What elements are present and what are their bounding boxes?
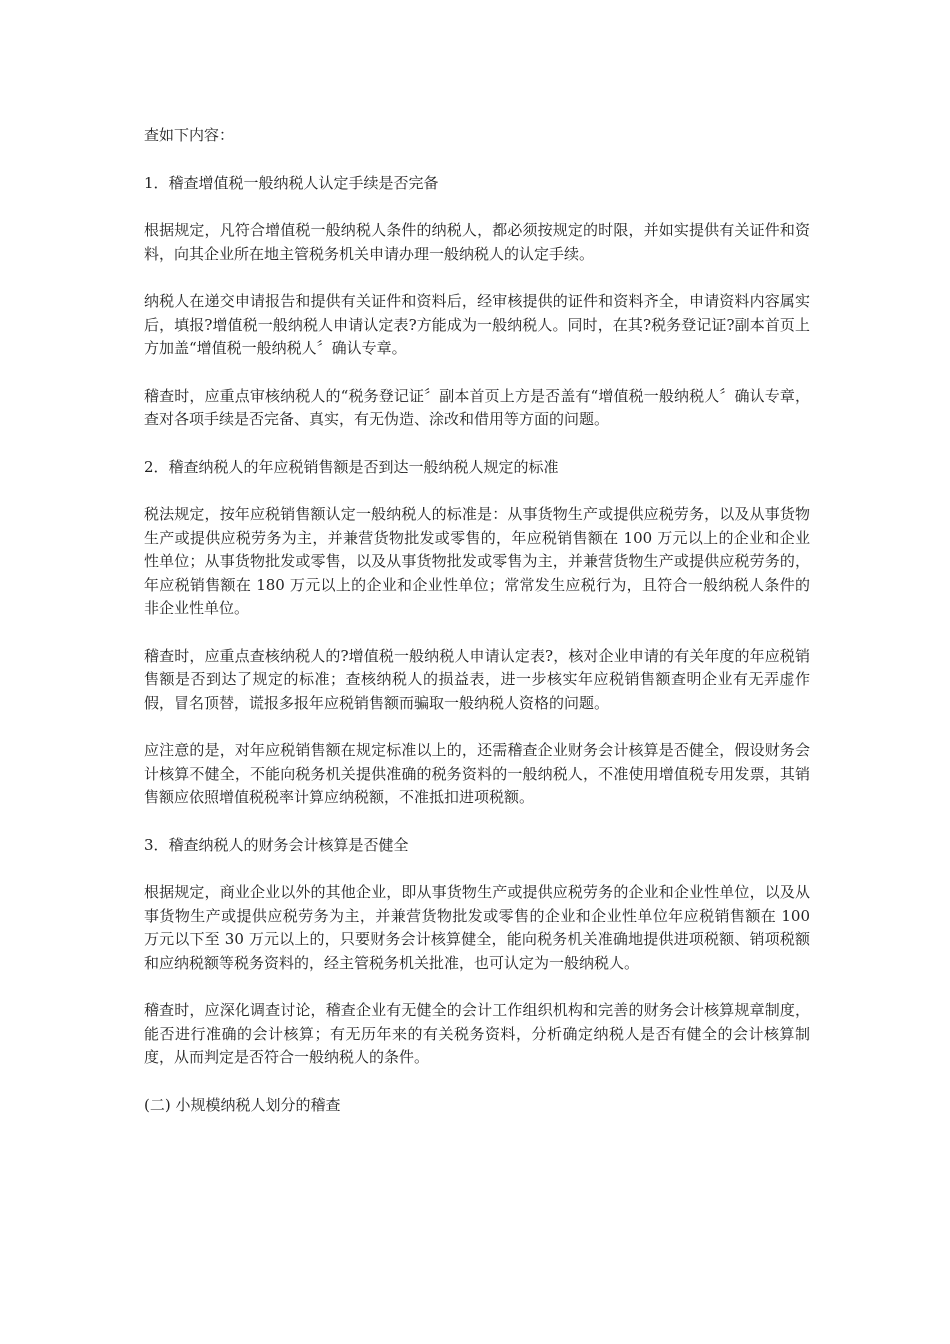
paragraph: 税法规定，按年应税销售额认定一般纳税人的标准是：从事货物生产或提供应税劳务，以及从事货物生产或提供应税劳务为主，并兼营货物批发或零售的，年应税销售额在 100 万元以上的企业和企业性单位；从事货物批发或零售，以及从事货物批发或零售为主，并兼营货物生产或提供应税劳务的，年应税销售额在 180 万元以上的企业和企业性单位；常常发生应税行为，且符合一般纳税人条件的非企业性单位。 [144,505,810,617]
paragraph: 稽查时，应重点审核纳税人的“税务登记证〞副本首页上方是否盖有“增值税一般纳税人〞确认专章，查对各项手续是否完备、真实，有无伪造、涂改和借用等方面的问题。 [144,386,810,428]
paragraph: 稽查时，应深化调查讨论，稽查企业有无健全的会计工作组织机构和完善的财务会计核算规章制度，能否进行准确的会计核算；有无历年来的有关税务资料，分析确定纳税人是否有健全的会计核算制度，从而判定是否符合一般纳税人的条件。 [144,1001,810,1066]
paragraph: 稽查时，应重点查核纳税人的?增值税一般纳税人申请认定表?，核对企业申请的有关年度的年应税销售额是否到达了规定的标准；查核纳税人的损益表，进一步核实年应税销售额查明企业有无弄虚作假，冒名顶替，谎报多报年应税销售额而骗取一般纳税人资格的问题。 [144,646,810,712]
section-heading-2: 2．稽查纳税人的年应税销售额是否到达一般纳税人规定的标准 [144,457,559,476]
section-heading-3: 3．稽查纳税人的财务会计核算是否健全 [144,835,409,854]
paragraph: 应注意的是，对年应税销售额在规定标准以上的，还需稽查企业财务会计核算是否健全，假设财务会计核算不健全，不能向税务机关提供准确的税务资料的一般纳税人，不准使用增值税专用发票，其销售额应依照增值税税率计算应纳税额，不准抵扣进项税额。 [144,741,810,806]
paragraph: 根据规定，凡符合增值税一般纳税人条件的纳税人，都必须按规定的时限，并如实提供有关证件和资料，向其企业所在地主管税务机关申请办理一般纳税人的认定手续。 [144,221,810,263]
section-heading-1: 1．稽查增值税一般纳税人认定手续是否完备 [144,173,439,192]
paragraph: 根据规定，商业企业以外的其他企业，即从事货物生产或提供应税劳务的企业和企业性单位，以及从事货物生产或提供应税劳务为主，并兼营货物批发或零售的企业和企业性单位年应税销售额在 100 万元以下至 30 万元以上的，只要财务会计核算健全，能向税务机关准确地提供进项税额、销项税额和应纳税额等税务资料的，经主管税务机关批准，也可认定为一般纳税人。 [144,883,810,972]
document-body [144,124,810,1141]
paragraph: 纳税人在递交申请报告和提供有关证件和资料后，经审核提供的证件和资料齐全，申请资料内容属实后，填报?增值税一般纳税人申请认定表?方能成为一般纳税人。同时，在其?税务登记证?副本首页上方加盖“增值税一般纳税人〞确认专章。 [144,292,810,357]
subsection-heading: (二) 小规模纳税人划分的稽查 [144,1095,341,1114]
intro-line: 查如下内容： [144,126,235,144]
